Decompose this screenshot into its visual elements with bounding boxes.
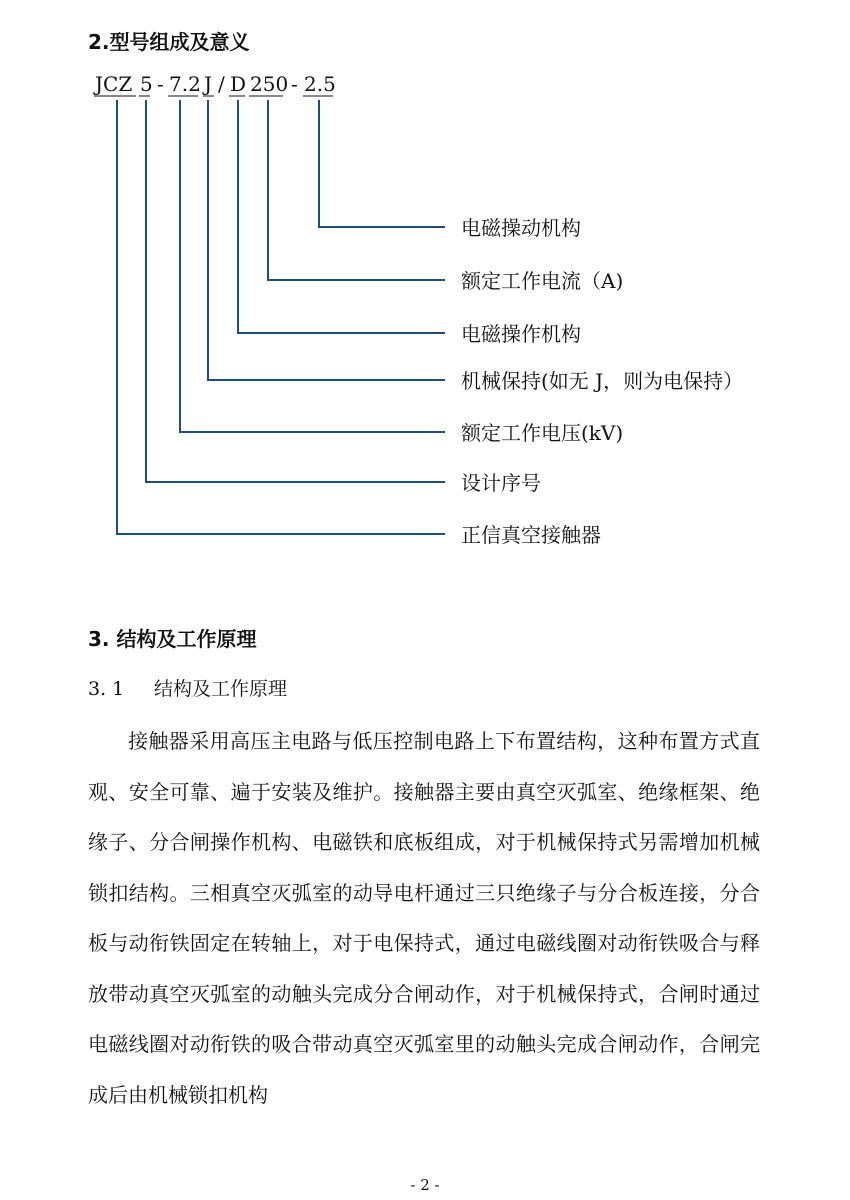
connector-current <box>268 100 445 280</box>
page-number: - 2 - <box>410 1176 440 1194</box>
connector-operation <box>238 100 445 333</box>
connector-voltage <box>180 100 445 432</box>
body-paragraph: 接触器采用高压主电路与低压控制电路上下布置结构，这种布置方式直观、安全可靠、遍于安装及维护。接触器主要由真空灭弧室、绝缘框架、绝缘子、分合闸操作机构、电磁铁和底板组成，对于机械保持式另需增加机械锁扣结构。三相真空灭弧室的动导电杆通过三只绝缘子与分合板连接，分合板与动衔铁固定在转轴上，对于电保持式，通过电磁线圈对动衔铁吸合与释放带动真空灭弧室的动触头完成分合闸动作，对于机械保持式，合闸时通过电磁线圈对动衔铁的吸合带动真空灭弧室里的动触头完成合闸动作，合闸完成后由机械锁扣机构 <box>88 729 760 1107</box>
code-current: 250 <box>250 72 289 96</box>
connector-mech-hold <box>208 100 445 380</box>
code-dash: - <box>291 72 298 96</box>
explanation-label: 设计序号 <box>461 471 541 495</box>
explanation-label: 电磁操动机构 <box>461 216 581 240</box>
subsection-title: 结构及工作原理 <box>154 678 288 700</box>
explanation-label: 正信真空接触器 <box>461 523 601 547</box>
subsection-number: 3. 1 <box>88 678 125 700</box>
code-dash: - <box>157 72 164 96</box>
section-2-heading: 2.型号组成及意义 <box>88 30 250 54</box>
explanation-label: 额定工作电压(kV) <box>461 421 624 445</box>
subsection-3-1 <box>88 676 287 702</box>
explanation-label: 机械保持(如无 J，则为电保持） <box>461 369 744 393</box>
code-design-no: 5 <box>140 72 153 96</box>
code-voltage: 7.2 <box>169 72 201 96</box>
explanation-label: 电磁操作机构 <box>461 322 581 346</box>
code-mech-hold: J <box>204 72 213 96</box>
section-3-heading: 3. 结构及工作原理 <box>88 627 257 651</box>
explanation-label: 额定工作电流（A) <box>461 269 624 293</box>
code-electromagnetic: D <box>230 72 247 96</box>
connector-series <box>117 100 445 534</box>
code-series: JCZ <box>95 72 133 96</box>
code-slash: / <box>218 72 225 96</box>
connector-design-no <box>146 100 445 482</box>
connector-mechanism <box>319 100 445 227</box>
code-mechanism: 2.5 <box>304 72 336 96</box>
